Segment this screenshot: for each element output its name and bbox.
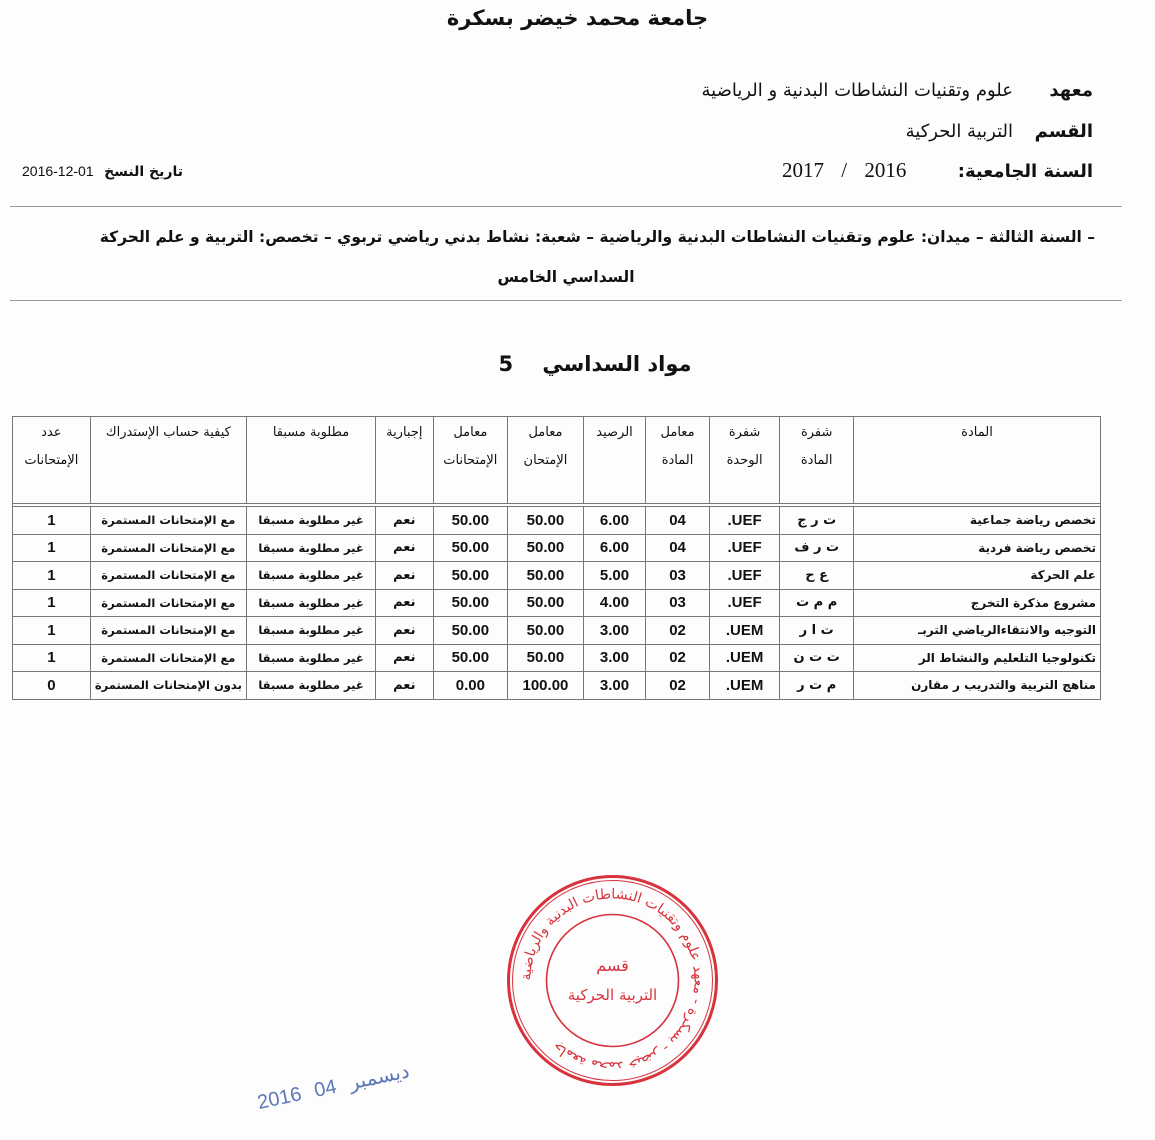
academic-year-label: السنة الجامعية: xyxy=(957,161,1093,182)
cell-credit: 3.00 xyxy=(583,644,646,672)
cell-prerequisite: غير مطلوبة مسبقا xyxy=(247,507,376,535)
semester-title-text: مواد السداسي xyxy=(542,352,692,376)
university-title: جامعة محمد خيضر بسكرة xyxy=(446,6,709,30)
cell-coefficient: 04 xyxy=(646,507,710,535)
stamp-outer-ring-inner xyxy=(513,881,713,1081)
cell-exam-coef: 50.00 xyxy=(508,562,584,590)
cell-makeup-method: مع الإمتحانات المستمرة xyxy=(90,507,246,535)
cell-exam-coef: 50.00 xyxy=(508,617,584,645)
cell-unit-code: UEF. xyxy=(709,507,780,535)
cell-exam-count: 1 xyxy=(13,562,91,590)
cell-exams-coef: 50.00 xyxy=(433,534,508,562)
col-credit: الرصيد xyxy=(583,417,646,504)
cell-subject: تخصص رياضة جماعية xyxy=(853,507,1100,535)
department-stamp xyxy=(505,873,720,1088)
cell-exams-coef: 50.00 xyxy=(433,617,508,645)
cell-coefficient: 02 xyxy=(646,617,710,645)
cell-mandatory: نعم xyxy=(376,644,433,672)
cell-credit: 5.00 xyxy=(583,562,646,590)
cell-exam-coef: 50.00 xyxy=(508,534,584,562)
table-row xyxy=(13,562,1101,590)
cell-makeup-method: بدون الإمتحانات المستمرة xyxy=(90,672,246,700)
semester-number: 5 xyxy=(498,352,514,376)
cell-unit-code: UEM. xyxy=(709,617,780,645)
program-path: – السنة الثالثة – ميدان: علوم وتقنيات النشاطات البدنية والرياضية – شعبة: نشاط بدني رياضي تربوي – تخصص: التربية و علم الحركة xyxy=(99,228,1095,246)
cell-subject-code: ع ح xyxy=(780,562,854,590)
year-start: 2016 xyxy=(864,158,907,182)
cell-credit: 6.00 xyxy=(583,534,646,562)
cell-mandatory: نعم xyxy=(376,617,433,645)
cell-makeup-method: مع الإمتحانات المستمرة xyxy=(90,617,246,645)
cell-unit-code: UEF. xyxy=(709,534,780,562)
year-separator: / xyxy=(841,158,848,182)
print-date-label: تاريخ النسخ xyxy=(104,164,183,180)
cell-unit-code: UEM. xyxy=(709,672,780,700)
col-exams-coef: معامل الإمتحانات xyxy=(433,417,508,504)
cell-exam-coef: 100.00 xyxy=(508,672,584,700)
table-row xyxy=(13,672,1101,700)
cell-prerequisite: غير مطلوبة مسبقا xyxy=(247,562,376,590)
table-row xyxy=(13,534,1101,562)
cell-mandatory: نعم xyxy=(376,672,433,700)
cell-exam-coef: 50.00 xyxy=(508,507,584,535)
col-makeup-method: كيفية حساب الإستدراك xyxy=(90,417,246,504)
cell-prerequisite: غير مطلوبة مسبقا xyxy=(247,644,376,672)
cell-mandatory: نعم xyxy=(376,534,433,562)
cell-exams-coef: 50.00 xyxy=(433,589,508,617)
cell-subject-code: ت ر ف xyxy=(780,534,854,562)
col-coefficient: معامل المادة xyxy=(646,417,710,504)
table-row xyxy=(13,617,1101,645)
cell-subject-code: م ت ر xyxy=(780,672,854,700)
cell-credit: 3.00 xyxy=(583,617,646,645)
cell-prerequisite: غير مطلوبة مسبقا xyxy=(247,589,376,617)
cell-coefficient: 02 xyxy=(646,644,710,672)
stamp-center-line1: قسم xyxy=(596,956,629,975)
cell-subject: تكنولوجيا التلعليم والنشاط الر xyxy=(853,644,1100,672)
col-subject: المادة xyxy=(853,417,1100,504)
cell-exam-count: 1 xyxy=(13,507,91,535)
col-prerequisite: مطلوبة مسبقا xyxy=(247,417,376,504)
cell-unit-code: UEM. xyxy=(709,644,780,672)
cell-exams-coef: 50.00 xyxy=(433,507,508,535)
cell-exam-count: 1 xyxy=(13,589,91,617)
cell-subject-code: ت ر ج xyxy=(780,507,854,535)
year-end: 2017 xyxy=(782,158,824,182)
semester-title xyxy=(0,352,1155,376)
cell-exam-count: 0 xyxy=(13,672,91,700)
cell-makeup-method: مع الإمتحانات المستمرة xyxy=(90,644,246,672)
col-mandatory: إجبارية xyxy=(376,417,433,504)
cell-subject: مناهج التربية والتدريب ر مقارن xyxy=(853,672,1100,700)
cell-subject: تخصص رياضة فردية xyxy=(853,534,1100,562)
semester-path: السداسي الخامس xyxy=(497,268,635,286)
department-value: التربية الحركية xyxy=(905,121,1013,142)
cell-subject: التوجيه والانتقاءالرياضي التربـ xyxy=(853,617,1100,645)
cell-exam-coef: 50.00 xyxy=(508,589,584,617)
cell-exam-count: 1 xyxy=(13,617,91,645)
cell-exams-coef: 50.00 xyxy=(433,562,508,590)
cell-exam-coef: 50.00 xyxy=(508,644,584,672)
cell-coefficient: 03 xyxy=(646,589,710,617)
cell-makeup-method: مع الإمتحانات المستمرة xyxy=(90,562,246,590)
cell-exams-coef: 0.00 xyxy=(433,672,508,700)
cell-prerequisite: غير مطلوبة مسبقا xyxy=(247,534,376,562)
col-exam-coef: معامل الإمتحان xyxy=(508,417,584,504)
cell-credit: 3.00 xyxy=(583,672,646,700)
cell-makeup-method: مع الإمتحانات المستمرة xyxy=(90,589,246,617)
cell-coefficient: 03 xyxy=(646,562,710,590)
date-stamp-day: 04 xyxy=(312,1075,339,1102)
cell-subject-code: ت ت ن xyxy=(780,644,854,672)
col-subject-code: شفرة المادة xyxy=(780,417,854,504)
cell-subject-code: ت ا ر xyxy=(780,617,854,645)
cell-coefficient: 04 xyxy=(646,534,710,562)
received-date-stamp xyxy=(247,1058,411,1116)
stamp-outer-ring xyxy=(509,877,717,1085)
table-row xyxy=(13,589,1101,617)
institute-label: معهد xyxy=(1049,80,1093,101)
table-header-row xyxy=(13,417,1101,504)
cell-exam-count: 1 xyxy=(13,534,91,562)
cell-subject: علم الحركة xyxy=(853,562,1100,590)
table-row xyxy=(13,644,1101,672)
divider-top xyxy=(10,206,1122,207)
col-exam-count: عدد الإمتحانات xyxy=(13,417,91,504)
cell-prerequisite: غير مطلوبة مسبقا xyxy=(247,617,376,645)
cell-unit-code: UEF. xyxy=(709,562,780,590)
cell-subject-code: م م ت xyxy=(780,589,854,617)
cell-makeup-method: مع الإمتحانات المستمرة xyxy=(90,534,246,562)
cell-unit-code: UEF. xyxy=(709,589,780,617)
table-row xyxy=(13,507,1101,535)
cell-coefficient: 02 xyxy=(646,672,710,700)
cell-exam-count: 1 xyxy=(13,644,91,672)
cell-subject: مشروع مذكرة التخرج xyxy=(853,589,1100,617)
cell-mandatory: نعم xyxy=(376,507,433,535)
cell-credit: 4.00 xyxy=(583,589,646,617)
subjects-table xyxy=(12,416,1101,700)
stamp-ring-text: جامعة محمد خيضر - بسكرة - معهد علوم وتقنيات النشاطات البدنية والرياضية xyxy=(518,886,707,1075)
cell-mandatory: نعم xyxy=(376,562,433,590)
academic-year xyxy=(782,158,942,183)
cell-mandatory: نعم xyxy=(376,589,433,617)
institute-value: علوم وتقنيات النشاطات البدنية و الرياضية xyxy=(701,80,1013,101)
stamp-center-line2: التربية الحركية xyxy=(567,986,658,1004)
cell-exams-coef: 50.00 xyxy=(433,644,508,672)
print-date-block xyxy=(22,163,183,180)
date-stamp-year: 2016 xyxy=(255,1083,304,1115)
stamp-inner-ring xyxy=(547,915,679,1047)
cell-prerequisite: غير مطلوبة مسبقا xyxy=(247,672,376,700)
col-unit-code: شفرة الوحدة xyxy=(709,417,780,504)
print-date-value: 2016-12-01 xyxy=(22,163,94,179)
department-label: القسم xyxy=(1034,121,1093,142)
cell-credit: 6.00 xyxy=(583,507,646,535)
date-stamp-month: ديسمبر xyxy=(347,1060,412,1095)
divider-bottom xyxy=(10,300,1122,301)
